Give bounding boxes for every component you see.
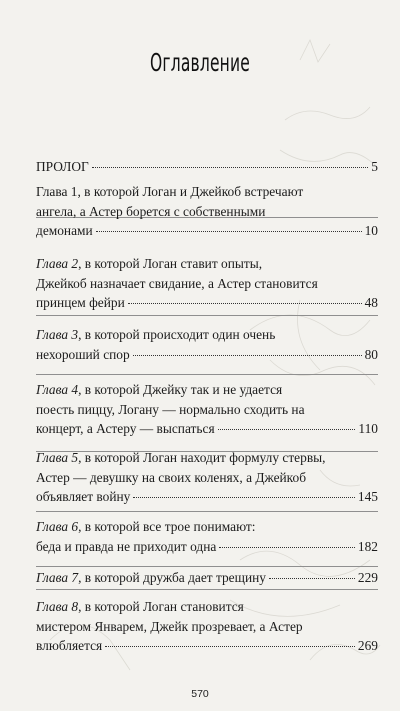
divider <box>36 589 378 590</box>
toc-entry-line: , в которой все трое понимают: <box>78 519 256 534</box>
toc-entry-line: Глава 1, в которой Логан и Джейкоб встречают <box>36 184 304 199</box>
dot-leader <box>218 429 356 430</box>
dot-leader <box>219 547 355 548</box>
page-title: Оглавление <box>150 48 250 77</box>
chapter-label: Глава 6 <box>36 519 79 534</box>
toc-entry-chapter-8[interactable] <box>36 597 378 656</box>
toc-entry-line: Джейкоб назначает свидание, а Астер становится <box>36 275 318 291</box>
toc-entry-title: нехороший спор <box>36 346 130 362</box>
toc-entry-line: мистером Январем, Джейк прозревает, а Астер <box>36 618 303 634</box>
toc-entry-chapter-3[interactable] <box>36 325 378 364</box>
toc-entry-prologue[interactable] <box>36 157 378 177</box>
toc-page-number: 5 <box>371 159 378 174</box>
divider <box>36 315 378 316</box>
toc-entry-chapter-5[interactable] <box>36 448 378 507</box>
toc-page-number: 229 <box>357 570 378 585</box>
toc-entry-line: , в которой Джейку так и не удается <box>78 382 283 397</box>
chapter-label: Глава 7 <box>36 570 79 585</box>
dot-leader <box>105 646 355 647</box>
toc-entry-title: демонами <box>36 223 93 238</box>
page-number: 570 <box>191 688 209 700</box>
dot-leader <box>133 355 362 356</box>
toc-entry-chapter-6[interactable] <box>36 517 378 556</box>
toc-page-number: 10 <box>364 223 378 238</box>
divider <box>36 374 378 375</box>
toc-entry-title: , в которой дружба дает трещину <box>78 570 266 585</box>
toc-entry-line: , в которой Логан находит формулу стервы, <box>78 450 326 465</box>
dot-leader <box>128 303 362 304</box>
toc-entry-chapter-7[interactable] <box>36 568 378 588</box>
toc-entry-title: принцем фейри <box>36 295 125 310</box>
toc-entry-chapter-1[interactable] <box>36 182 378 241</box>
dot-leader <box>133 497 355 498</box>
toc-entry-title: концерт, а Астеру — выспаться <box>36 421 215 436</box>
divider <box>36 566 378 567</box>
toc-entry-line: , в которой Логан ставит опыты, <box>78 256 263 271</box>
toc-entry-line: ангела, а Астер борется с собственными <box>36 203 266 219</box>
chapter-label: Глава 2 <box>36 256 79 271</box>
toc-entry-title: объявляет войну <box>36 489 131 504</box>
chapter-label: Глава 4 <box>36 382 79 397</box>
dot-leader <box>92 167 369 168</box>
chapter-label: Глава 8 <box>36 599 79 614</box>
toc-entry-title: влюбляется <box>36 638 103 653</box>
toc-page-number: 48 <box>364 295 378 310</box>
toc-page-number: 80 <box>364 346 378 362</box>
divider <box>36 511 378 512</box>
toc-entry-line: , в которой происходит один очень <box>78 327 276 342</box>
toc-entry-chapter-2[interactable] <box>36 254 378 313</box>
dot-leader <box>269 578 355 579</box>
toc-entry-chapter-4[interactable] <box>36 380 378 439</box>
toc-entry-line: , в которой Логан становится <box>78 599 244 614</box>
toc-page-number: 269 <box>357 638 378 653</box>
toc-page-number: 110 <box>358 421 378 436</box>
dot-leader <box>96 231 362 232</box>
chapter-label: Глава 5 <box>36 450 79 465</box>
toc-entry-title: ПРОЛОГ <box>36 159 89 174</box>
toc-page-number: 182 <box>357 538 378 554</box>
toc-entry-line: поесть пиццу, Логану — нормально сходить на <box>36 401 305 417</box>
toc-entry-title: беда и правда не приходит одна <box>36 538 217 554</box>
toc-page-number: 145 <box>357 489 378 504</box>
toc-entry-line: Астер — девушку на своих коленях, а Джейкоб <box>36 469 307 485</box>
chapter-label: Глава 3 <box>36 327 79 342</box>
